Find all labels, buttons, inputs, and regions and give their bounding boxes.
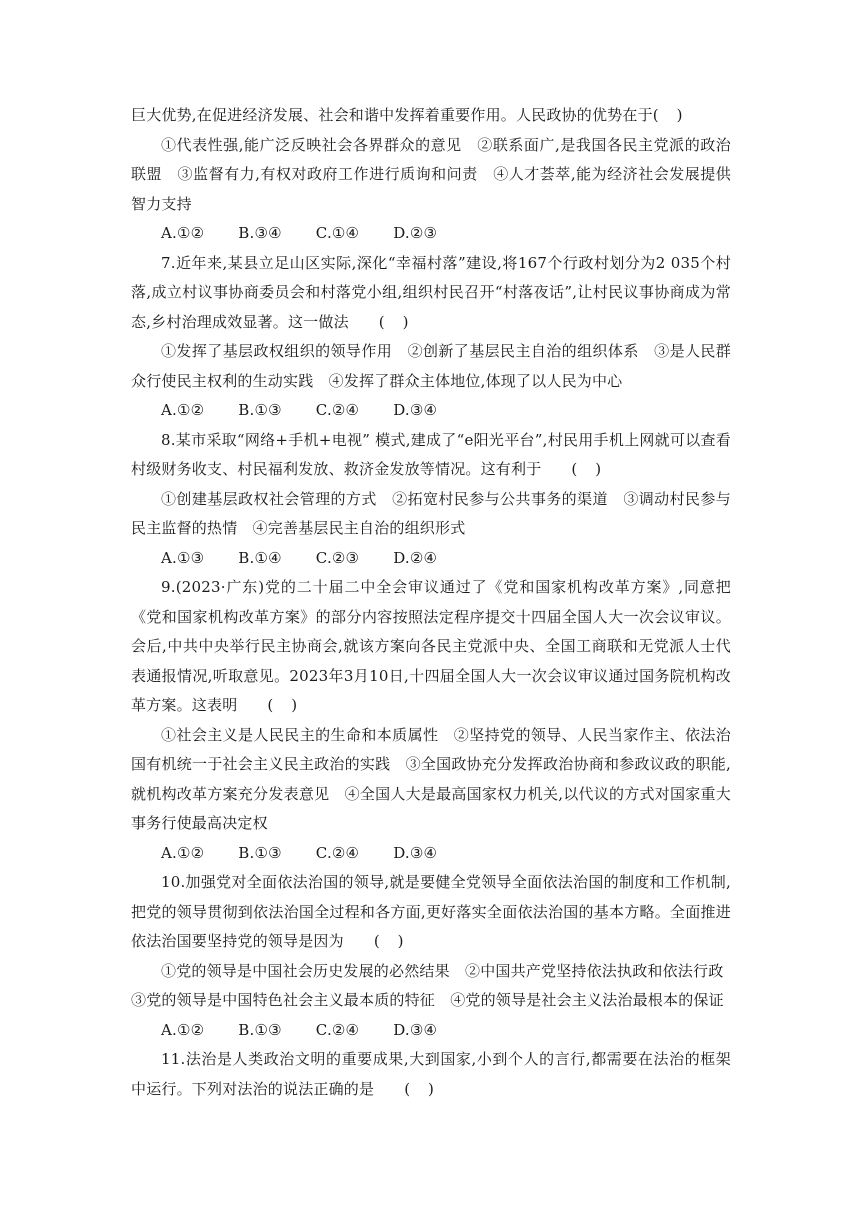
q9-answer-blank: () — [267, 696, 316, 714]
q10-statement-line-2: ③党的领导是中国特色社会主义最本质的特征 ④党的领导是社会主义法治最根本的保证 — [131, 991, 724, 1009]
q8-answer-blank: () — [571, 460, 620, 478]
q8-options — [131, 544, 731, 574]
question-list — [131, 101, 731, 1104]
q7-options — [131, 396, 731, 426]
q10-option-b[interactable]: B.①③ — [238, 1020, 282, 1039]
q6-option-a[interactable]: A.①② — [161, 224, 205, 242]
q7-option-b[interactable]: B.①③ — [238, 401, 282, 419]
q8-option-d[interactable]: D.②④ — [393, 548, 438, 567]
q11-stem — [131, 1045, 731, 1104]
q8-option-b[interactable]: B.①④ — [238, 548, 282, 567]
q8-stem — [131, 426, 731, 485]
q11-answer-blank: () — [404, 1079, 452, 1098]
q7-option-d[interactable]: D.③④ — [393, 401, 438, 419]
q10-options — [131, 1016, 731, 1046]
q9-option-d[interactable]: D.③④ — [393, 843, 438, 862]
q9-stem-text: 9.(2023·广东)党的二十届二中全会审议通过了《党和国家机构改革方案》,同意把《党和国家机构改革方案》的部分内容按照法定程序提交十四届全国人大一次会议审议。会后,中共中央举行民主协商会,就该方案向各民主党派中央、全国工商联和无党派人士代表通报情况,听取意见。2023年3月10日,十四届全国人大一次会议审议通过国务院机构改革方案。这表明 — [131, 578, 731, 714]
q6-option-d[interactable]: D.②③ — [393, 224, 438, 242]
q6-option-b[interactable]: B.③④ — [238, 224, 282, 242]
q10-option-d[interactable]: D.③④ — [393, 1020, 438, 1039]
q6-stem-text: 巨大优势,在促进经济发展、社会和谐中发挥着重要作用。人民政协的优势在于 — [131, 106, 653, 124]
q6-statements: ①代表性强,能广泛反映社会各界群众的意见 ②联系面广,是我国各民主党派的政治联盟 ③监督有力,有权对政府工作进行质询和问责 ④人才荟萃,能为经济社会发展提供智力支持 — [131, 135, 731, 213]
q8-option-a[interactable]: A.①③ — [161, 548, 205, 567]
q9-stem — [131, 573, 731, 721]
q7-statements: ①发挥了基层政权组织的领导作用 ②创新了基层民主自治的组织体系 ③是人民群众行使民主权利的生动实践 ④发挥了群众主体地位,体现了以人民为中心 — [131, 342, 731, 390]
q8-stem-text: 8.某市采取“网络+手机+电视” 模式,建成了“e阳光平台”,村民用手机上网就可以查看村级财务收支、村民福利发放、救济金发放等情况。这有利于 — [131, 430, 731, 478]
q6-option-c[interactable]: C.①④ — [315, 224, 360, 242]
q7-option-a[interactable]: A.①② — [161, 401, 205, 419]
q7-option-c[interactable]: C.②④ — [315, 401, 360, 419]
q6-answer-blank: () — [652, 106, 701, 124]
q7-answer-blank: () — [378, 312, 427, 331]
q10-option-a[interactable]: A.①② — [161, 1020, 205, 1039]
q9-option-a[interactable]: A.①② — [161, 843, 205, 862]
q10-stem-text: 10.加强党对全面依法治国的领导,就是要健全党领导全面依法治国的制度和工作机制,把党的领导贯彻到依法治国全过程和各方面,更好落实全面依法治国的基本方略。全面推进依法治国要坚持党的领导是因为 — [131, 873, 731, 950]
q6-options — [131, 219, 731, 249]
q10-stem — [131, 868, 731, 957]
q9-statements: ①社会主义是人民民主的生命和本质属性 ②坚持党的领导、人民当家作主、依法治国有机统一于社会主义民主政治的实践 ③全国政协充分发挥政治协商和参政议政的职能,就机构改革方案充分发表意见 ④全国人大是最高国家权力机关,以代议的方式对国家重大事务行使最高决定权 — [131, 725, 731, 832]
q10-option-c[interactable]: C.②④ — [315, 1020, 360, 1039]
q9-option-b[interactable]: B.①③ — [238, 843, 282, 862]
q9-options — [131, 839, 731, 869]
q7-stem-text: 7.近年来,某县立足山区实际,深化“幸福村落”建设,将167个行政村划分为2 035个村落,成立村议事协商委员会和村落党小组,组织村民召开“村落夜话”,让村民议事协商成为常态,乡村治理成效显著。这一做法 — [131, 253, 731, 331]
q11-stem-text: 11.法治是人类政治文明的重要成果,大到国家,小到个人的言行,都需要在法治的框架中运行。下列对法治的说法正确的是 — [131, 1050, 731, 1098]
q7-stem — [131, 249, 731, 338]
q8-option-c[interactable]: C.②③ — [315, 548, 360, 567]
q8-statements: ①创建基层政权社会管理的方式 ②拓宽村民参与公共事务的渠道 ③调动村民参与民主监督的热情 ④完善基层民主自治的组织形式 — [131, 489, 731, 537]
q10-statement-line-1: ①党的领导是中国社会历史发展的必然结果 ②中国共产党坚持依法执政和依法行政 — [161, 961, 724, 980]
q10-answer-blank: () — [373, 932, 422, 950]
q6-stem — [131, 101, 731, 131]
q9-option-c[interactable]: C.②④ — [315, 843, 360, 862]
